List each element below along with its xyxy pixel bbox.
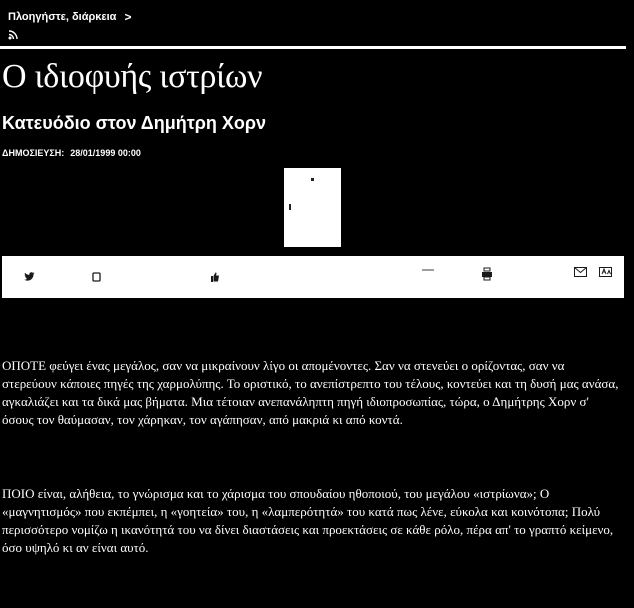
article-photo[interactable]	[284, 168, 341, 247]
header-divider	[0, 46, 626, 49]
like-icon[interactable]	[210, 272, 220, 282]
breadcrumb-label[interactable]: Πλοηγήστε, διάρκεια	[8, 11, 117, 23]
bookmark-icon[interactable]	[92, 272, 101, 282]
article-subtitle: Κατευόδιο στον Δημήτρη Χορν	[2, 113, 267, 133]
font-size-icon[interactable]	[599, 267, 612, 277]
print-icon[interactable]	[480, 267, 494, 281]
article-paragraph: ΟΠΟΤΕ φεύγει ένας μεγάλος, σαν να μικραίνουν λίγο οι απομένοντες. Σαν να στενεύει ο ορίζοντας, σαν να στερεύουν κάποιες πηγές της χαρμολύπης. Το οριστικό, το ανεπίστρεπτο του τέλους, κοντεύει και τη δυσή μας ανάσα, αγκαλιάζει και τα δικά μας βήματα. Μια τέτοιαν ανεπανάληπτη πηγή ιδιοπροσωπίας, τώρα, ο Δημήτρης Χορν σ' όσους τον θαύμασαν, τον χάρηκαν, τον αγάπησαν, από μακριά κι από κοντά.	[2, 358, 619, 427]
photo-detail	[289, 204, 291, 210]
breadcrumb[interactable]	[8, 10, 626, 24]
article-meta	[2, 148, 141, 158]
article-paragraph: ΠΟΙΟ είναι, αλήθεια, το γνώρισμα και το χάρισμα του σπουδαίου ηθοποιού, του μεγάλου «ιστρίωνα»; Ο «μαγνητισμός» που εκπέμπει, η «γοητεία» του, η «λαμπερότητά» του κατά πως λένε, εύκολα και κοινότοπα; Πολύ περισσότερο νομίζω η ικανότητά του να δίνει διαστάσεις και προεκτάσεις σε κάθε ρόλο, πέρα απ' το γραπτό κείμενο, όσο υψηλό κι αν είναι αυτό.	[2, 486, 614, 555]
rss-icon[interactable]	[8, 30, 20, 40]
twitter-icon[interactable]	[24, 272, 35, 282]
top-bar	[8, 10, 626, 45]
publish-date: 28/01/1999 00:00	[70, 148, 141, 158]
minus-icon[interactable]	[422, 269, 434, 271]
chevron-right-icon: >	[124, 10, 132, 24]
email-icon[interactable]	[574, 267, 587, 277]
publish-label: ΔΗΜΟΣΙΕΥΣΗ:	[2, 148, 65, 158]
photo-detail	[311, 178, 314, 181]
article-title: Ο ιδιοφυής ιστρίων	[2, 58, 263, 95]
share-toolbar	[2, 256, 624, 298]
